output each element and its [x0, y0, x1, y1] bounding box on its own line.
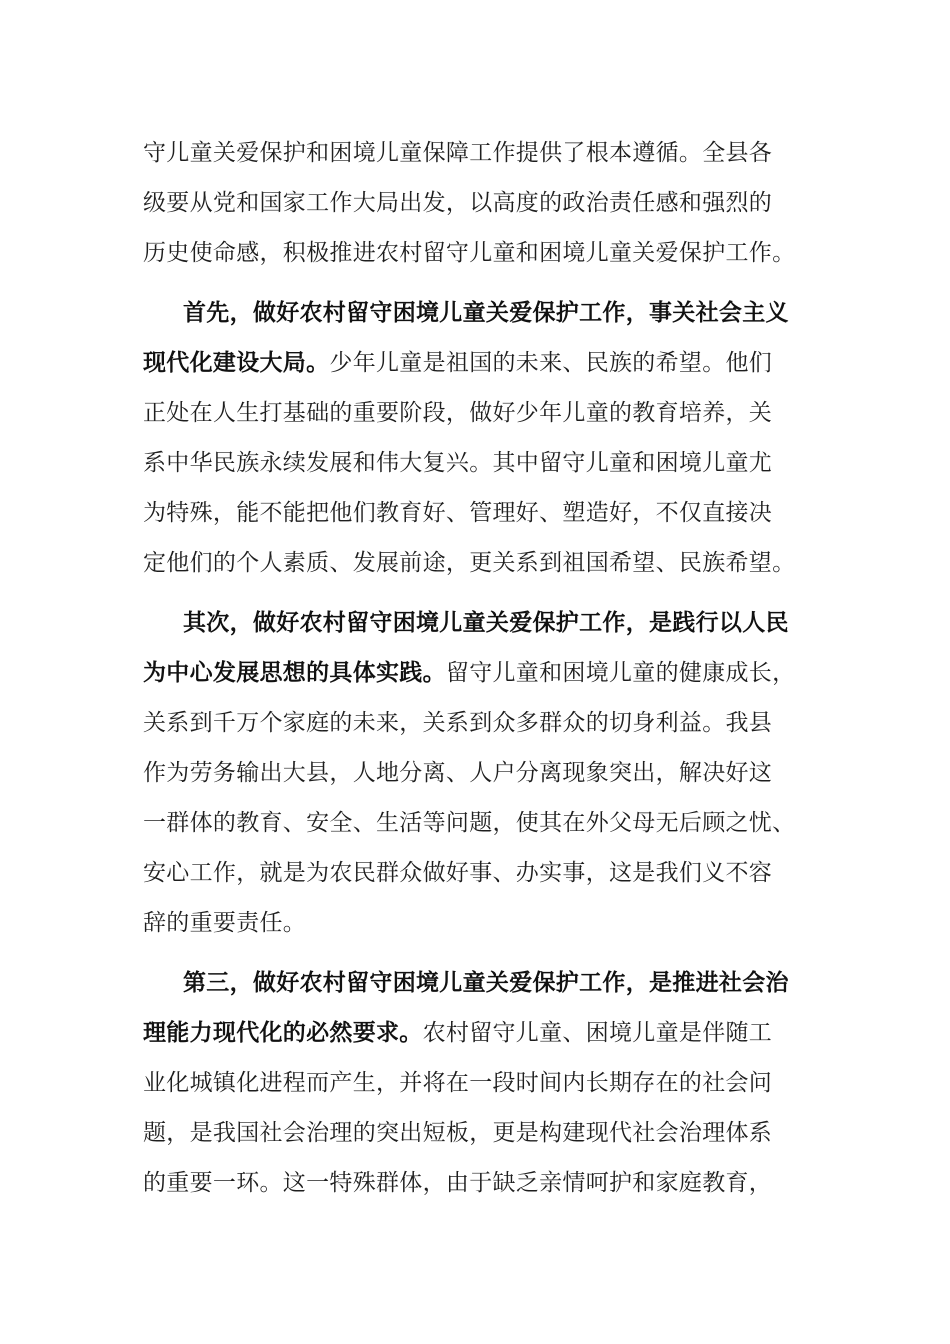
text-segment: 级要从党和国家工作大局出发，以高度的政治责任感和强烈的 [143, 190, 773, 216]
text-segment: 正处在人生打基础的重要阶段，做好少年儿童的教育培养，关 [143, 400, 773, 426]
paragraph-first-point [143, 288, 823, 588]
text-segment: 作为劳务输出大县，人地分离、人户分离现象突出，解决好这 [143, 760, 773, 786]
text-line [143, 598, 823, 648]
text-line [143, 288, 823, 338]
paragraph-heading-text: 现代化建设大局。 [143, 350, 330, 376]
text-line [143, 648, 823, 698]
text-segment: 历史使命感，积极推进农村留守儿童和困境儿童关爱保护工作。 [143, 240, 796, 266]
text-line [143, 958, 823, 1008]
text-line [143, 898, 823, 948]
text-line [143, 338, 823, 388]
text-segment: 辞的重要责任。 [143, 910, 307, 936]
text-segment: 题，是我国社会治理的突出短板，更是构建现代社会治理体系 [143, 1120, 773, 1146]
text-line [143, 1058, 823, 1108]
paragraph-heading-text: 为中心发展思想的具体实践。 [143, 660, 446, 686]
text-line [143, 538, 823, 588]
text-segment: 定他们的个人素质、发展前途，更关系到祖国希望、民族希望。 [143, 550, 796, 576]
text-line [143, 1108, 823, 1158]
text-line [143, 748, 823, 798]
paragraph-second-point [143, 598, 823, 948]
text-line [143, 1008, 823, 1058]
text-line [143, 798, 823, 848]
paragraph-third-point [143, 958, 823, 1208]
text-segment: 的重要一环。这一特殊群体，由于缺乏亲情呵护和家庭教育， [143, 1170, 773, 1196]
paragraph-heading-text: 第三，做好农村留守困境儿童关爱保护工作，是推进社会治 [183, 970, 789, 996]
text-line [143, 388, 823, 438]
text-segment: 业化城镇化进程而产生，并将在一段时间内长期存在的社会问 [143, 1070, 773, 1096]
text-segment: 留守儿童和困境儿童的健康成长， [445, 660, 796, 686]
text-segment: 守儿童关爱保护和困境儿童保障工作提供了根本遵循。全县各 [143, 140, 773, 166]
text-segment: 关系到千万个家庭的未来，关系到众多群众的切身利益。我县 [143, 710, 773, 736]
text-line [143, 848, 823, 898]
text-line [143, 128, 823, 178]
paragraph-heading-text: 其次，做好农村留守困境儿童关爱保护工作，是践行以人民 [183, 610, 789, 636]
text-line [143, 228, 823, 278]
text-line [143, 1158, 823, 1208]
paragraph-heading-text: 首先，做好农村留守困境儿童关爱保护工作，事关社会主义 [183, 300, 789, 326]
text-segment: 系中华民族永续发展和伟大复兴。其中留守儿童和困境儿童尤 [143, 450, 773, 476]
paragraph-heading-text: 理能力现代化的必然要求。 [143, 1020, 423, 1046]
paragraph-continuation [143, 128, 823, 278]
text-line [143, 178, 823, 228]
text-line [143, 488, 823, 538]
text-segment: 农村留守儿童、困境儿童是伴随工 [422, 1020, 773, 1046]
text-segment: 少年儿童是祖国的未来、民族的希望。他们 [329, 350, 773, 376]
text-segment: 一群体的教育、安全、生活等问题，使其在外父母无后顾之忧、 [143, 810, 796, 836]
text-segment: 安心工作，就是为农民群众做好事、办实事，这是我们义不容 [143, 860, 773, 886]
text-segment: 为特殊，能不能把他们教育好、管理好、塑造好，不仅直接决 [143, 500, 773, 526]
text-line [143, 438, 823, 488]
text-line [143, 698, 823, 748]
